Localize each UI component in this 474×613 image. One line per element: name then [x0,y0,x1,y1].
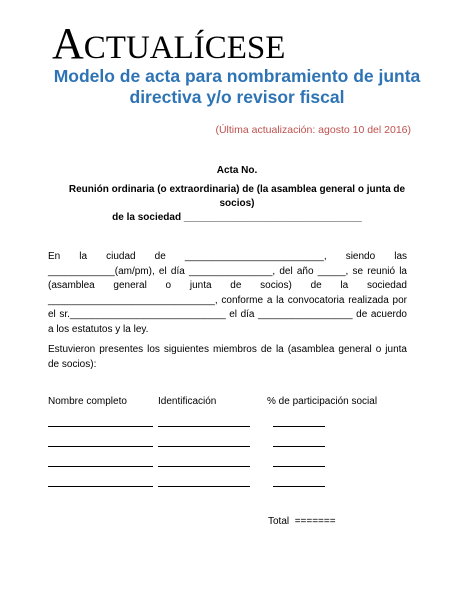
id-blank [158,466,250,467]
attendance-paragraph: Estuvieron presentes los siguientes miembros de la (asamblea general o junta de socios): [48,344,407,370]
meeting-heading-line-2: de la sociedad ________________________________ [112,212,362,223]
document-title-line-2: directiva y/o revisor fiscal [129,87,345,107]
participation-blank [273,466,325,467]
total-row [268,516,336,527]
name-blank [48,446,153,447]
id-blank [158,446,250,447]
total-value: ======= [294,516,336,527]
participation-blank [273,426,325,427]
meeting-heading-line-1: Reunión ordinaria (o extraordinaria) de (la asamblea general o junta de socios) [68,184,406,209]
name-blank [48,426,153,427]
meeting-heading [57,183,417,225]
column-header-participation: % de participación social [267,396,378,407]
name-blank [48,466,153,467]
logo-rest: CTUALÍCESE [83,30,286,66]
column-header-id: Identificación [158,396,217,407]
column-header-name: Nombre completo [48,396,127,407]
name-blank [48,486,153,487]
id-blank [158,426,250,427]
last-update-note: (Última actualización: agosto 10 del 2016) [215,124,411,136]
actualicese-logo [52,19,286,68]
participation-blank [273,486,325,487]
opening-paragraph: En la ciudad de _________________________, siendo las ____________(am/pm), el día _______________, del año _____, se reunió la (asamblea general o junta de socios) de la sociedad ______________________________, conforme a la convocatoria realizada por el sr.____________________________ el día _________________ de acuerdo a los estatutos y la ley. [48,251,407,335]
participation-blank [273,446,325,447]
document-title-line-1: Modelo de acta para nombramiento de junta [53,66,421,86]
logo-initial: A [52,19,84,68]
id-blank [158,486,250,487]
acta-number-label: Acta No. [216,165,258,176]
total-label: Total [268,516,290,527]
